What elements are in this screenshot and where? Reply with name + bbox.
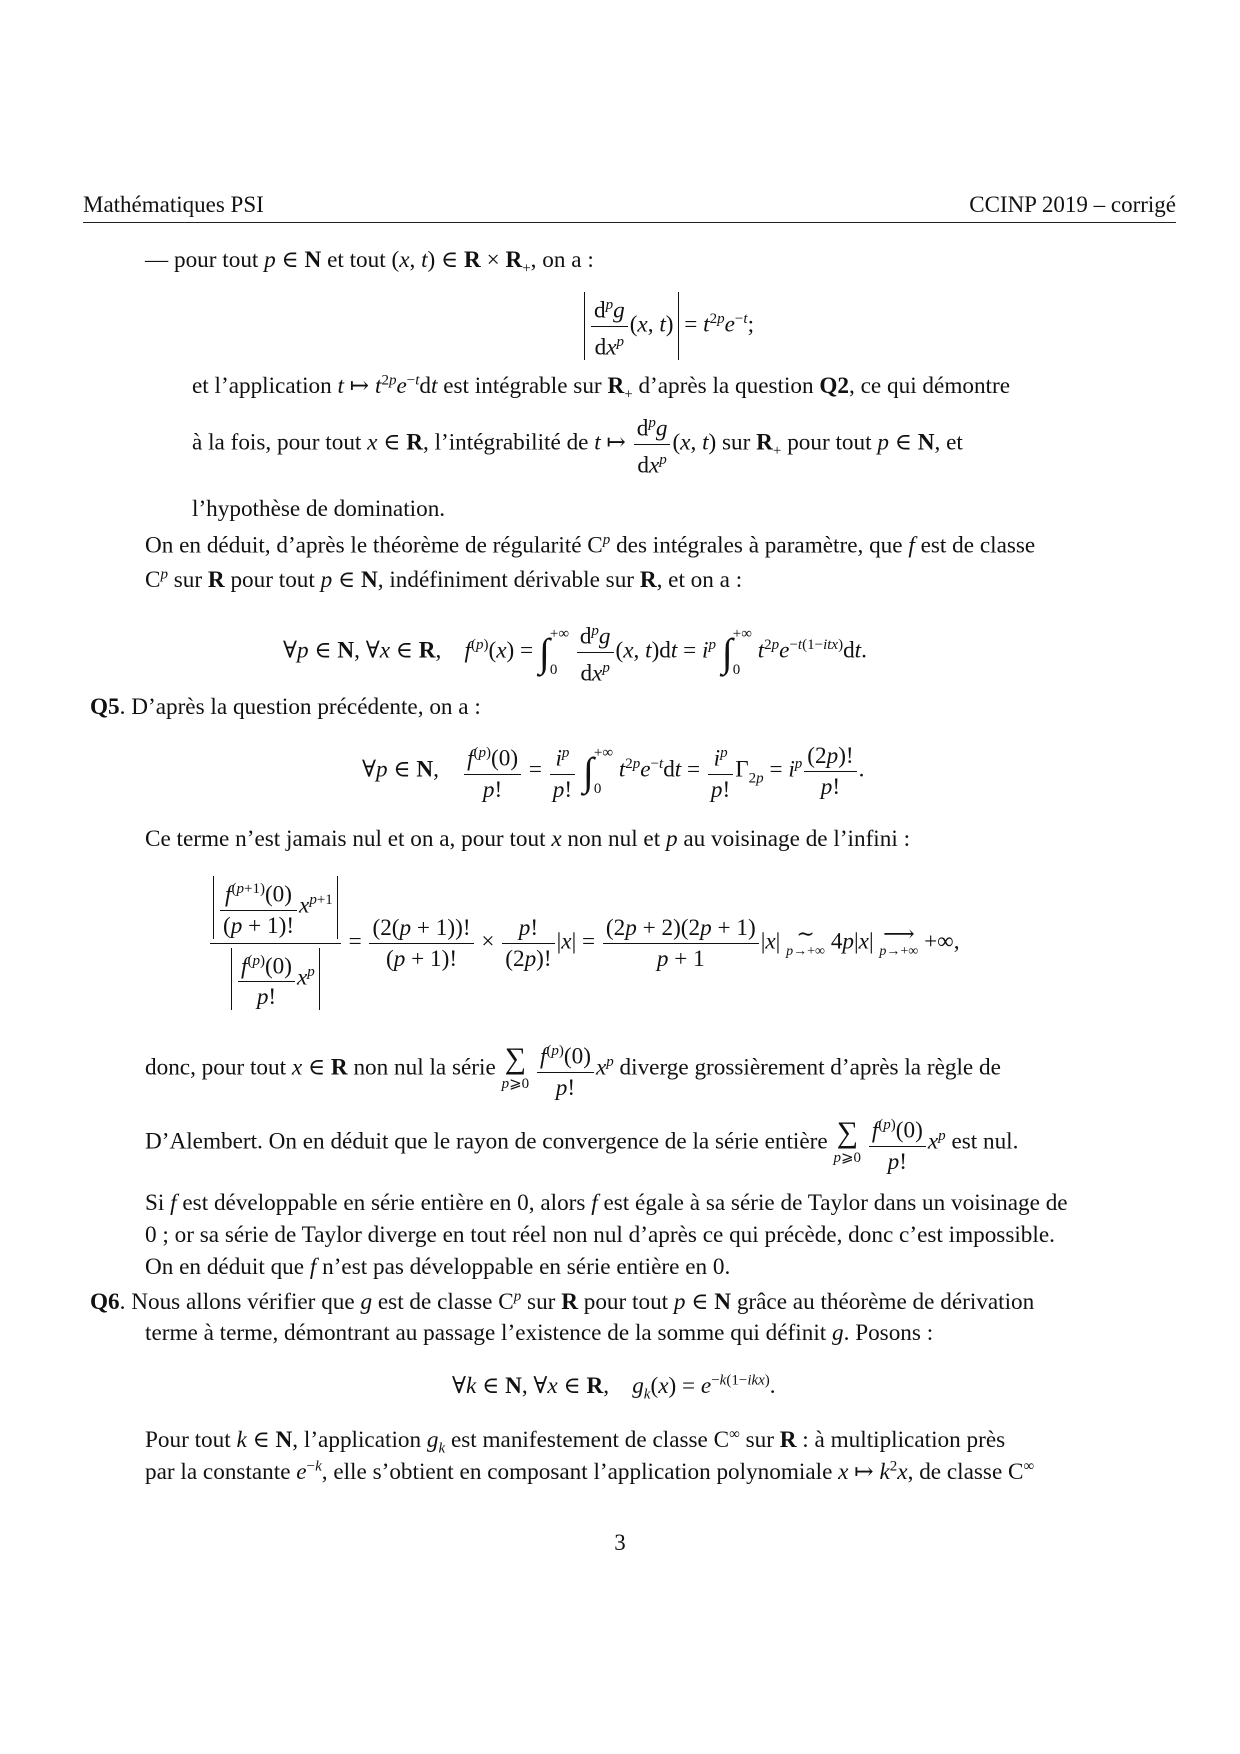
q6-label: Q6 — [90, 1289, 120, 1315]
q5-text-line-4: Si f est développable en série entière en 0, alors f est égale à sa série de Taylor dans un voisinage de — [145, 1190, 1068, 1216]
header-right-title: CCINP 2019 – corrigé — [969, 192, 1176, 217]
q5-text-line-5: 0 ; or sa série de Taylor diverge en tout réel non nul d’après ce qui précède, donc c’est impossible. — [145, 1222, 1055, 1248]
conclusion-line-1: On en déduit, d’après le théorème de régularité $C^p$ des intégrales à paramètre, que f est de classe — [145, 532, 1036, 559]
page-number: 3 — [614, 1530, 626, 1555]
q6-text-line-3: Pour tout k ∈ N, l’application $g_k$ est manifestement de classe C∞ sur R : à multiplication près — [145, 1426, 1006, 1457]
q5-intro: Q5. D’après la question précédente, on a : — [90, 694, 481, 720]
bullet-text-line-1: et l’application t ↦ $t^{2p}e^{-t}dt$ est intégrable sur $R_+$ d’après la question Q2, ce qui démontre — [192, 372, 1010, 403]
equation-fp-integral: ∀p ∈ N, ∀x ∈ R, $f^{(p)}(x)$ = ∫+∞ 0 $\frac{d^pg}{dx^p}$ (x, $t)dt = i^p$ ∫+∞ 0 $t^{2p}e^{-t(1-itx)}dt$. — [283, 618, 867, 686]
page-header — [83, 190, 1176, 223]
bullet-text-line-3: l’hypothèse de domination. — [192, 496, 446, 522]
q5-label: Q5 — [90, 694, 120, 720]
q5-text-line-2: donc, pour tout x ∈ R non nul la série ∑ p⩾0 $\frac{f^{(p)}(0)}{p!}$ $x^p$ diverge grossièrement d’après la règle de — [145, 1038, 1001, 1101]
q5-text-line-6: On en déduit que f n’est pas développable en série entière en 0. — [145, 1254, 731, 1280]
q6-text-line-1: Q6. Nous allons vérifier que g est de classe $C^p$ sur R pour tout p ∈ N grâce au théorème de dérivation — [90, 1288, 1035, 1315]
conclusion-line-2: $C^p$ sur R pour tout p ∈ N, indéfiniment dérivable sur R, et on a : — [145, 566, 743, 593]
bullet-text-line-2: à la fois, pour tout x ∈ R, l’intégrabilité de t ↦ $\frac{d^pg}{dx^p}$ (x, t) sur $R_+$ pour tout p ∈ N, et — [192, 410, 963, 478]
equation-derivative-bound: $\frac{d^pg}{dx^p}$ (x, $t) = t^{2p}e^{-t}$; — [584, 292, 754, 360]
header-left-title: Mathématiques PSI — [83, 192, 264, 217]
equation-gk-definition: ∀k ∈ N, ∀x ∈ R, $g_k(x) = e^{-k(1-ikx)}$. — [452, 1372, 776, 1403]
q6-text-line-4: par la constante $e^{-k}$, elle s’obtient en composant l’application polynomiale x ↦ $k^2x$, de classe C∞ — [145, 1458, 1035, 1485]
q5-text-line-3: D’Alembert. On en déduit que le rayon de convergence de la série entière ∑ p⩾0 $\frac{f^{(p)}(0)}{p!}$ $x^p$ est nul. — [145, 1112, 1018, 1175]
bullet-intro: — pour tout p ∈ N et tout (x, t) ∈ $R \times R_+$, on a : — [145, 247, 594, 277]
equation-dalembert-ratio: $\frac{f^{(p+1)}(0)}{(p + 1)!}$ $x^{p+1}$ $\frac{f^{(p)}(0)}{p!}$ $x^p$ = $\frac{(2(p + 1))!}{(p + 1)!}$ × $\frac{p!}{(2p)!}$ |x| = $\frac{(2p + 2)(2p + 1)}{p + 1}$ |x| ∼ p→+∞ 4p|x| ⟶ p→+∞ +∞, — [208, 876, 960, 1010]
equation-taylor-coefficient: ∀p ∈ N, $\frac{f^{(p)}(0)}{p!}$ = $\frac{i^p}{p!}$ ∫+∞ 0 $t^{2p}e^{-t}dt$ = $\frac{i^p}{p!}$ $\Gamma_{2p} = i^p$ $\frac{(2p)!}{p!}$ . — [362, 740, 864, 803]
q6-text-line-2: terme à terme, démontrant au passage l’existence de la somme qui définit g. Posons : — [145, 1320, 934, 1346]
q5-text-line-1: Ce terme n’est jamais nul et on a, pour tout x non nul et p au voisinage de l’infini : — [145, 826, 911, 852]
